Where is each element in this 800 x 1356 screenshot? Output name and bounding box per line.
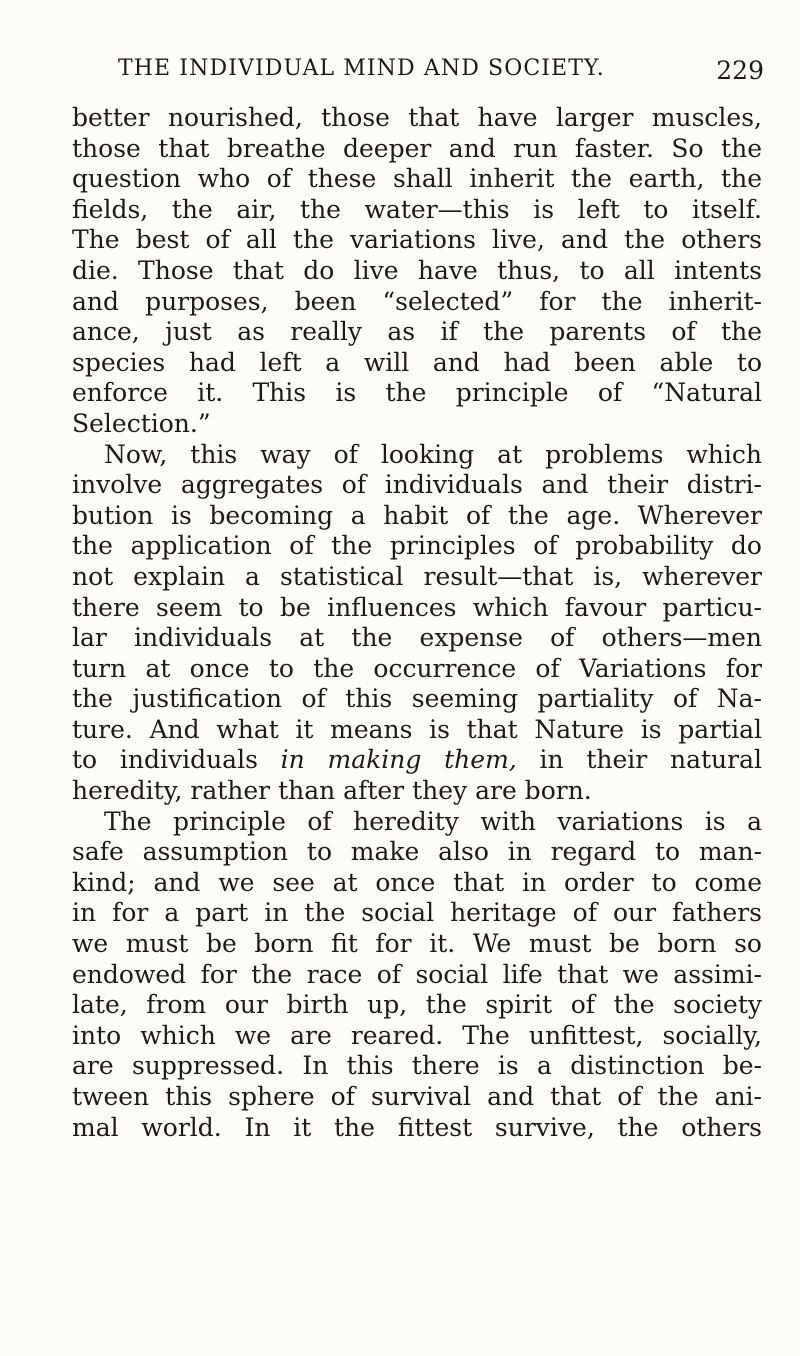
text-line: safe assumption to make also in regard to man- xyxy=(72,837,762,867)
text-line: species had left a will and had been able to xyxy=(72,347,762,377)
text-line: tween this sphere of survival and that of the ani- xyxy=(72,1082,762,1111)
text-line: into which we are reared. The unfittest, socially, xyxy=(72,1020,762,1050)
text-line: The best of all the variations live, and the others xyxy=(72,225,762,255)
text-line: in for a part in the social heritage of our fathers xyxy=(72,898,762,928)
text-line: there seem to be influences which favour particu- xyxy=(72,592,762,622)
paragraph-3 xyxy=(72,807,762,1144)
text-line: involve aggregates of individuals and their distri- xyxy=(72,470,762,500)
text-line: and purposes, been “selected” for the inherit- xyxy=(72,286,762,316)
text-line: are suppressed. In this there is a distinction be- xyxy=(72,1051,762,1081)
text-line: The principle of heredity with variations is a xyxy=(104,806,762,836)
text-line: heredity, rather than after they are born. xyxy=(72,776,592,806)
text-line: those that breathe deeper and run faster. So the xyxy=(72,133,762,163)
text-line: ance, just as really as if the parents of the xyxy=(72,317,762,347)
body-text xyxy=(72,103,762,1143)
text-line: we must be born fit for it. We must be born so xyxy=(72,929,762,959)
text-line: fields, the air, the water—this is left to itself. xyxy=(72,194,762,224)
text-line: Selection.” xyxy=(72,408,211,438)
text-line: lar individuals at the expense of others—men xyxy=(72,623,762,653)
text-line: better nourished, those that have larger muscles, xyxy=(72,103,762,132)
text-line: not explain a statistical result—that is, wherever xyxy=(72,561,762,591)
text-span: to individuals xyxy=(72,745,281,775)
text-line: the justification of this seeming partiality of Na- xyxy=(72,684,762,714)
paragraph-1 xyxy=(72,103,762,440)
text-line: turn at once to the occurrence of Variations for xyxy=(72,653,762,683)
italic-phrase: in making them, xyxy=(280,745,517,775)
text-line: mal world. In it the fittest survive, the others xyxy=(72,1112,762,1142)
text-line: bution is becoming a habit of the age. Wherever xyxy=(72,500,762,530)
text-line xyxy=(72,745,762,776)
text-line: die. Those that do live have thus, to all intents xyxy=(72,255,762,285)
text-line: Now, this way of looking at problems which xyxy=(104,439,762,469)
paragraph-2 xyxy=(72,440,762,807)
text-line: question who of these shall inherit the earth, the xyxy=(72,164,762,194)
text-line: kind; and we see at once that in order to come xyxy=(72,867,762,897)
text-line: enforce it. This is the principle of “Natural xyxy=(72,378,762,408)
text-line: ture. And what it means is that Nature is partial xyxy=(72,714,762,744)
running-head xyxy=(118,56,764,88)
text-span: in their natural xyxy=(516,745,762,775)
running-title: THE INDIVIDUAL MIND AND SOCIETY. xyxy=(118,56,605,81)
page-number: 229 xyxy=(716,56,764,85)
text-line: endowed for the race of social life that we assimi- xyxy=(72,959,762,989)
text-line: the application of the principles of probability do xyxy=(72,531,762,561)
text-line: late, from our birth up, the spirit of the society xyxy=(72,990,762,1020)
